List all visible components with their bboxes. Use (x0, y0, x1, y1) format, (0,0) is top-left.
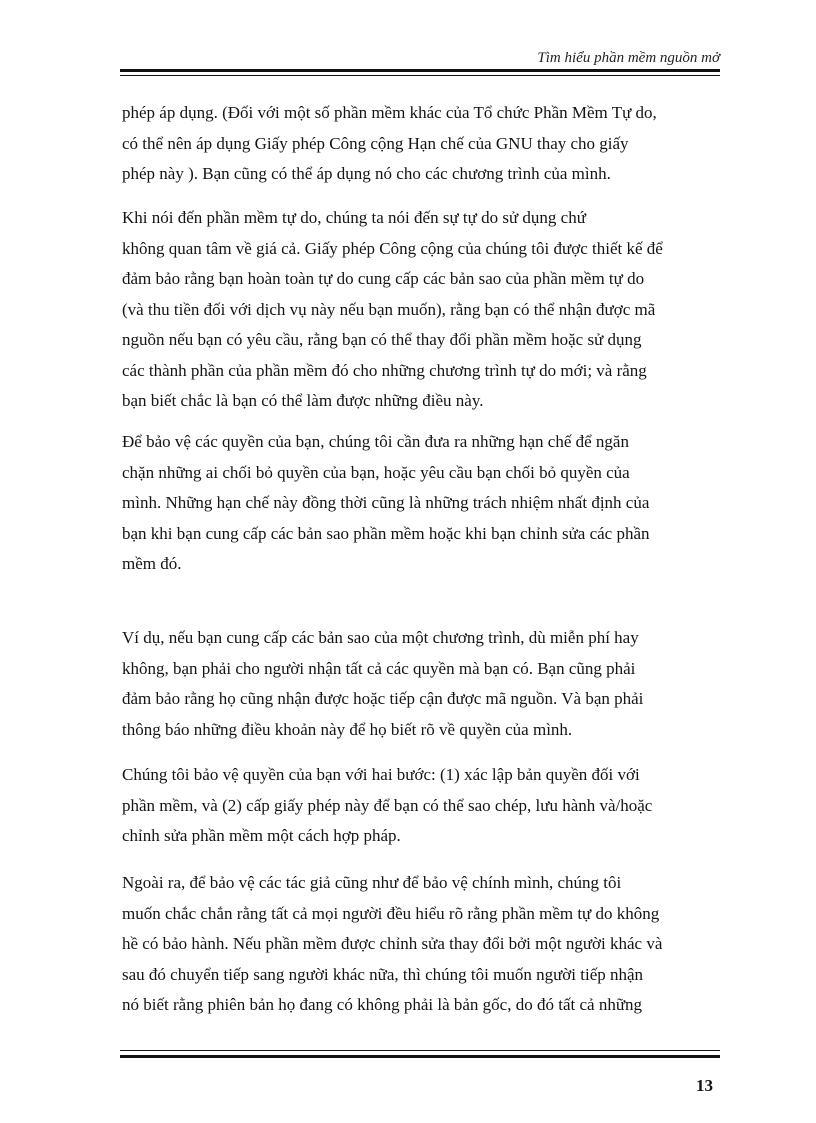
paragraph-5: Chúng tôi bảo vệ quyền của bạn với hai bước: (1) xác lập bản quyền đối với phần mềm, và (2) cấp giấy phép này để bạn có thể sao chép, lưu hành và/hoặc chỉnh sửa phần mềm một cách hợp pháp. (122, 765, 653, 845)
paragraph-4: Ví dụ, nếu bạn cung cấp các bản sao của một chương trình, dù miễn phí hay không, bạn phải cho người nhận tất cả các quyền mà bạn có. Bạn cũng phải đảm bảo rằng họ cũng nhận được hoặc tiếp cận được mã nguồn. Và bạn phải thông báo những điều khoản này để họ biết rõ về quyền của mình. (122, 628, 644, 739)
paragraph-6: Ngoài ra, để bảo vệ các tác giả cũng như để bảo vệ chính mình, chúng tôi muốn chắc chắn rằng tất cả mọi người đều hiểu rõ rằng phần mềm tự do không hề có bảo hành. Nếu phần mềm được chỉnh sửa thay đổi bởi một người khác và sau đó chuyển tiếp sang người khác nữa, thì chúng tôi muốn người tiếp nhận nó biết rằng phiên bản họ đang có không phải là bản gốc, do đó tất cả những (122, 873, 663, 1014)
paragraph-3: Để bảo vệ các quyền của bạn, chúng tôi cần đưa ra những hạn chế để ngăn chặn những ai chối bỏ quyền của bạn, hoặc yêu cầu bạn chối bỏ quyền của mình. Những hạn chế này đồng thời cũng là những trách nhiệm nhất định của bạn khi bạn cung cấp các bản sao phần mềm hoặc khi bạn chỉnh sửa các phần mềm đó. (122, 432, 650, 573)
paragraph-1: phép áp dụng. (Đối với một số phần mềm khác của Tổ chức Phần Mềm Tự do, có thể nên áp dụng Giấy phép Công cộng Hạn chế của GNU thay cho giấy phép này ). Bạn cũng có thể áp dụng nó cho các chương trình của mình. (122, 103, 657, 183)
footer-rule-thick (120, 1055, 720, 1058)
header-title: Tìm hiểu phần mềm nguồn mở (537, 50, 720, 66)
header-rule-thin (120, 75, 720, 76)
paragraph-2: Khi nói đến phần mềm tự do, chúng ta nói đến sự tự do sử dụng chứ không quan tâm về giá cả. Giấy phép Công cộng của chúng tôi được thiết kế để đảm bảo rằng bạn hoàn toàn tự do cung cấp các bản sao của phần mềm tự do (và thu tiền đối với dịch vụ này nếu bạn muốn), rằng bạn có thể nhận được mã nguồn nếu bạn có yêu cầu, rằng bạn có thể thay đổi phần mềm hoặc sử dụng các thành phần của phần mềm đó cho những chương trình tự do mới; và rằng bạn biết chắc là bạn có thể làm được những điều này. (122, 208, 663, 410)
footer-rule-thin (120, 1050, 720, 1051)
header-rule-thick (120, 69, 720, 72)
page-number: 13 (696, 1076, 713, 1095)
